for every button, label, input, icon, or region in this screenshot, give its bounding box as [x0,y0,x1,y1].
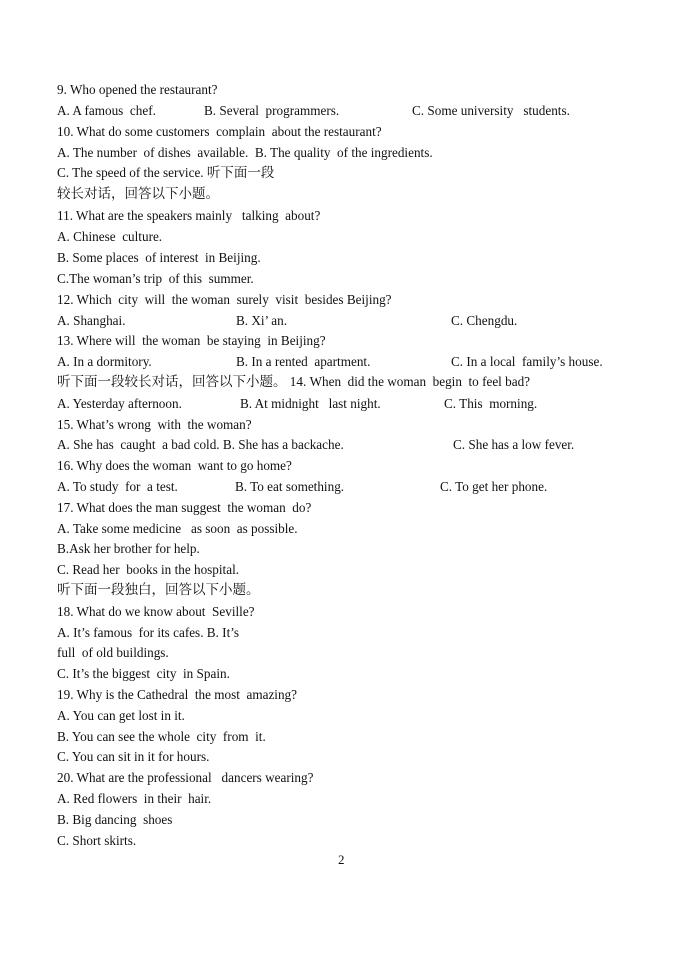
q11-option-c: C.The woman’s trip of this summer. [57,271,254,286]
q19-option-b: B. You can see the whole city from it. [57,729,266,744]
q17-option-c: C. Read her books in the hospital. [57,562,240,577]
question-13: 13. Where will the woman be staying in Beijing? [57,333,326,348]
q17-option-a: A. Take some medicine as soon as possible. [57,521,298,536]
q18-option-c: C. It’s the biggest city in Spain. [57,666,230,681]
question-10: 10. What do some customers complain about the restaurant? [57,124,382,139]
q20-option-a: A. Red flowers in their hair. [57,791,212,806]
section-instruction-cont: 较长对话，回答以下小题。 [57,186,219,202]
q17-option-b: B.Ask her brother for help. [57,541,200,556]
q10-option-c [57,165,274,181]
question-15: 15. What’s wrong with the woman? [57,417,252,432]
q9-option-a: A. A famous chef. [57,103,156,118]
page-number: 2 [338,852,345,867]
q16-option-a: A. To study for a test. [57,479,178,494]
q20-option-c: C. Short skirts. [57,833,137,848]
question-9: 9. Who opened the restaurant? [57,82,218,97]
question-12: 12. Which city will the woman surely visit besides Beijing? [57,292,392,307]
q16-option-b: B. To eat something. [235,479,345,494]
question-20: 20. What are the professional dancers wearing? [57,770,314,785]
section-instruction-3: 听下面一段独白，回答以下小题。 [57,582,260,598]
q19-option-c: C. You can sit in it for hours. [57,749,210,764]
q9-option-b: B. Several programmers. [204,103,340,118]
question-11: 11. What are the speakers mainly talking about? [57,208,321,223]
q18-option-b-cont: full of old buildings. [57,645,169,660]
question-17: 17. What does the man suggest the woman do? [57,500,312,515]
q20-option-b: B. Big dancing shoes [57,812,173,827]
q12-option-a: A. Shanghai. [57,313,126,328]
q19-option-a: A. You can get lost in it. [57,708,185,723]
q15-options-ab: A. She has caught a bad cold. B. She has a backache. [57,437,344,452]
q11-option-a: A. Chinese culture. [57,229,163,244]
q9-option-c: C. Some university students. [412,103,570,118]
question-18: 18. What do we know about Seville? [57,604,255,619]
q10-options-ab: A. The number of dishes available. B. The quality of the ingredients. [57,145,433,160]
q14-option-b: B. At midnight last night. [240,396,381,411]
section-instruction-2: 听下面一段较长对话，回答以下小题。 [57,374,287,390]
q11-option-b: B. Some places of interest in Beijing. [57,250,261,265]
q10-option-c-text: C. The speed of the service. [57,165,207,180]
q13-option-b: B. In a rented apartment. [236,354,371,369]
q13-option-c: C. In a local family’s house. [451,354,603,369]
question-19: 19. Why is the Cathedral the most amazing? [57,687,298,702]
q12-option-c: C. Chengdu. [451,313,518,328]
q13-option-a: A. In a dormitory. [57,354,152,369]
q18-options-ab: A. It’s famous for its cafes. B. It’s [57,625,240,640]
q16-option-c: C. To get her phone. [440,479,548,494]
question-14 [57,374,530,390]
q12-option-b: B. Xi’ an. [236,313,288,328]
question-14-text: 14. When did the woman begin to feel bad? [286,374,531,389]
question-16: 16. Why does the woman want to go home? [57,458,292,473]
q15-option-c: C. She has a low fever. [453,437,575,452]
q14-option-c: C. This morning. [444,396,538,411]
q14-option-a: A. Yesterday afternoon. [57,396,182,411]
section-instruction: 听下面一段 [206,165,275,181]
